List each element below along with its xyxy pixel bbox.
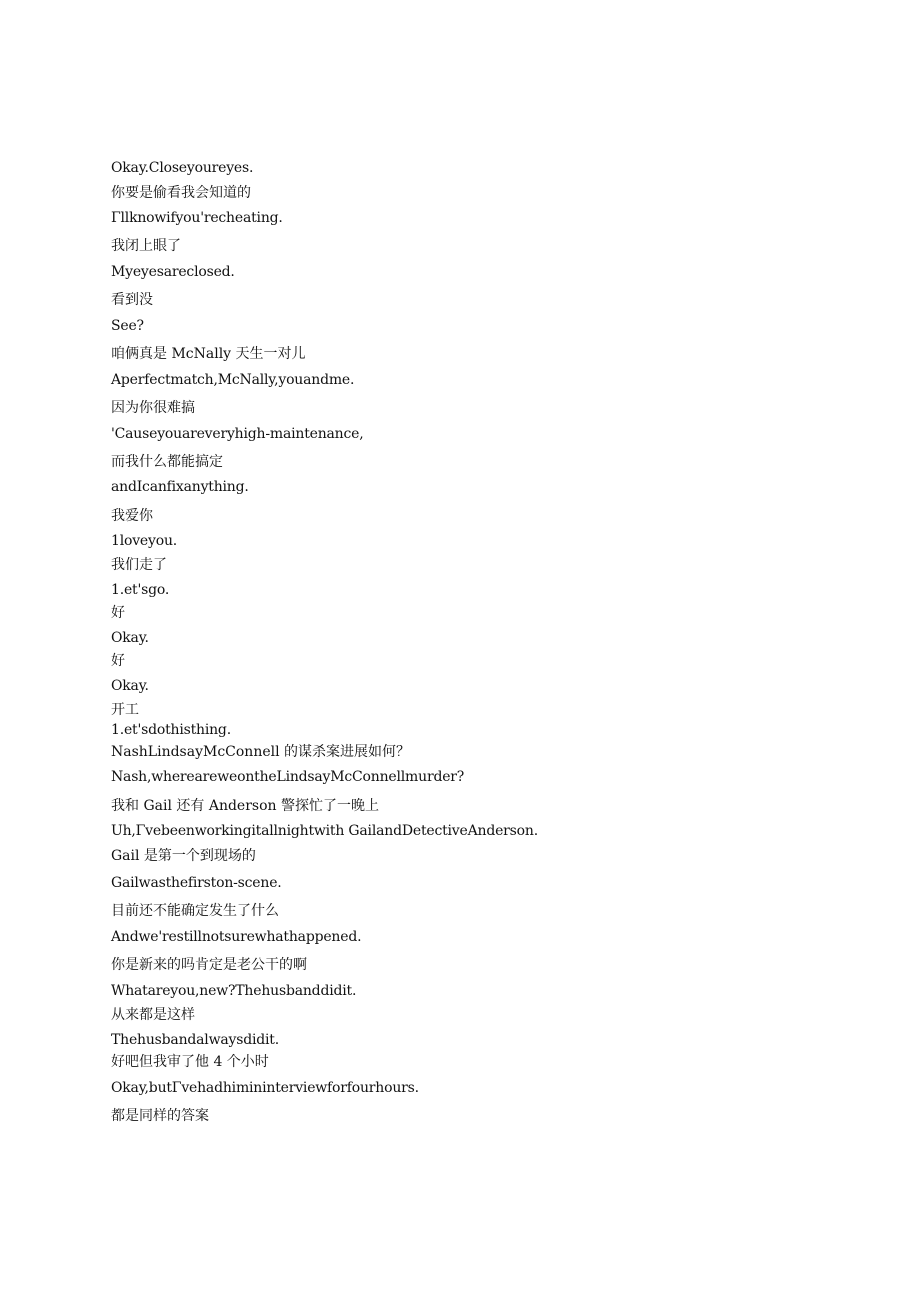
subtitle-zh-line: Gail 是第一个到现场的 (111, 848, 256, 864)
subtitle-zh-line: 目前还不能确定发生了什么 (111, 903, 279, 919)
subtitle-zh-line: 因为你很难搞 (111, 400, 195, 416)
subtitle-en-line: Myeyesareclosed. (111, 264, 235, 280)
subtitle-en-line: Okay. (111, 678, 149, 694)
subtitle-zh-line: 你是新来的吗肯定是老公干的啊 (111, 957, 307, 973)
subtitle-en-line: Aperfectmatch,McNally,youandme. (111, 372, 355, 388)
subtitle-en-line: Uh,Γvebeenworkingitallnightwith GailandDetectiveAnderson. (111, 823, 538, 839)
subtitle-zh-line: 看到没 (111, 292, 153, 308)
subtitle-zh-line: 从来都是这样 (111, 1007, 195, 1023)
subtitle-zh-line: 咱俩真是 McNally 天生一对儿 (111, 346, 306, 362)
subtitle-zh-line: 好 (111, 605, 125, 621)
subtitle-en-line: See? (111, 318, 144, 334)
subtitle-zh-line: 我闭上眼了 (111, 238, 181, 254)
subtitle-zh-line: 好吧但我审了他 4 个小时 (111, 1054, 269, 1070)
subtitle-en-line: Nash,whereareweontheLindsayMcConnellmurder? (111, 769, 465, 785)
subtitle-en-line: Γllknowifyou'recheating. (111, 210, 283, 226)
subtitle-en-line: Okay.Closeyoureyes. (111, 160, 254, 176)
subtitle-en-line: andIcanfixanything. (111, 479, 249, 495)
subtitle-en-line: Thehusbandalwaysdidit. (111, 1032, 279, 1048)
subtitle-en-line: Okay,butΓvehadhimininterviewforfourhours. (111, 1080, 419, 1096)
subtitle-en-line: Whatareyou,new?Thehusbanddidit. (111, 983, 357, 999)
subtitle-zh-line: 开工 (111, 702, 139, 718)
subtitle-en-line: Andwe'restillnotsurewhathappened. (111, 929, 362, 945)
subtitle-en-line: 1.et'sdothisthing. (111, 722, 231, 738)
subtitle-zh-line: 好 (111, 653, 125, 669)
subtitle-zh-line: 都是同样的答案 (111, 1108, 209, 1124)
subtitle-zh-line: 我和 Gail 还有 Anderson 警探忙了一晚上 (111, 798, 379, 814)
subtitle-en-line: 1loveyou. (111, 533, 178, 549)
subtitle-zh-line: 而我什么都能搞定 (111, 454, 223, 470)
subtitle-zh-line: 我们走了 (111, 557, 167, 573)
subtitle-en-line: Okay. (111, 630, 149, 646)
subtitle-en-line: 1.et'sgo. (111, 582, 170, 598)
subtitle-en-line: Gailwasthefirston-scene. (111, 875, 282, 891)
subtitle-en-line: 'Causeyouareveryhigh-maintenance, (111, 426, 364, 442)
subtitle-zh-line: NashLindsayMcConnell 的谋杀案进展如何？ (111, 744, 411, 760)
subtitle-zh-line: 我爱你 (111, 508, 153, 524)
subtitle-zh-line: 你要是偷看我会知道的 (111, 185, 251, 201)
